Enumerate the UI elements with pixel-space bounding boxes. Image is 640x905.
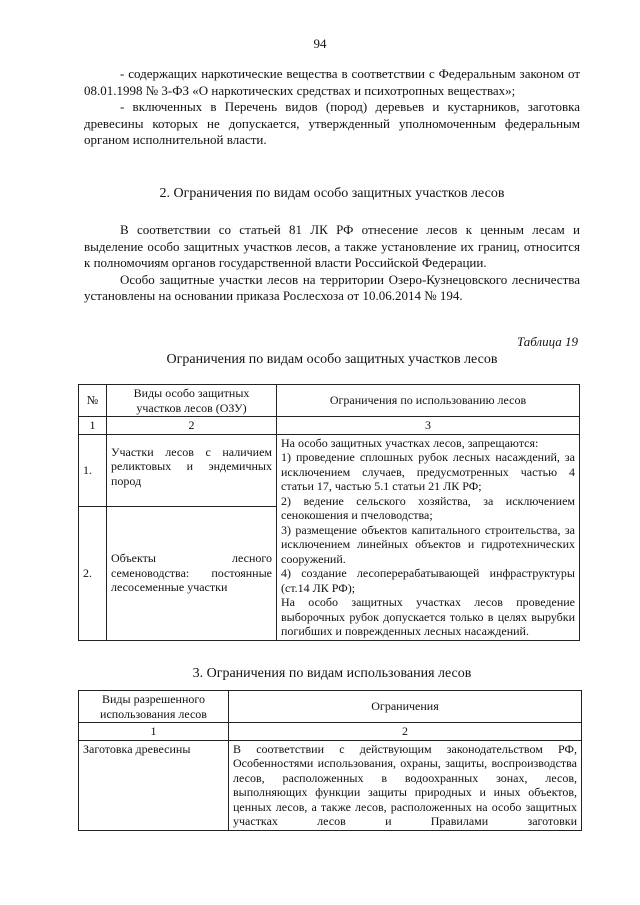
column-number-row bbox=[79, 723, 582, 741]
header-use-type: Виды разрешенного использования лесов bbox=[79, 691, 229, 723]
restriction-line: На особо защитных участках лесов проведение выборочных рубок допускается только в целях вырубки погибших и поврежденных лесных насаждений. bbox=[281, 595, 575, 638]
intro-item-1: - содержащих наркотические вещества в соответствии с Федеральным законом от 08.01.1998 № 3-ФЗ «О наркотических средствах и психотропных веществах»; bbox=[84, 66, 580, 98]
col-number: 2 bbox=[229, 723, 582, 741]
section-2-para-2: Особо защитные участки лесов на территории Озеро-Кузнецовского лесничества установлены на основании приказа Рослесхоза от 10.06.2014 № 194. bbox=[84, 271, 580, 303]
intro-item-2: - включенных в Перечень видов (пород) деревьев и кустарников, заготовка древесины которых не допускается, утвержденный уполномоченным федеральным органом исполнительной власти. bbox=[84, 99, 580, 147]
column-number-row bbox=[79, 417, 580, 435]
restriction-line: 3) размещение объектов капитального строительства, за исключением линейных объектов и гидротехнических сооружений. bbox=[281, 522, 575, 566]
row-number: 2. bbox=[79, 506, 107, 640]
section-2-body bbox=[84, 222, 580, 305]
table-header-row bbox=[79, 691, 582, 723]
table-19-title: Ограничения по видам особо защитных участков лесов bbox=[166, 352, 498, 367]
col-number: 2 bbox=[107, 417, 277, 435]
ozu-type: Объекты лесного семеноводства: постоянные лесосеменные участки bbox=[107, 506, 277, 640]
section-2-para-1: В соответствии со статьей 81 ЛК РФ отнесение лесов к ценным лесам и выделение особо защитных участков лесов, а также установление их границ, относится к полномочиям органов государственной власти Российской Федерации. bbox=[84, 222, 580, 270]
restriction-line: 4) создание лесоперерабатывающей инфраструктуры (ст.14 ЛК РФ); bbox=[281, 566, 575, 595]
ozu-restrictions-table bbox=[78, 384, 580, 641]
table-row bbox=[79, 740, 582, 830]
forest-use-restrictions-table bbox=[78, 690, 582, 831]
header-num: № bbox=[79, 385, 107, 417]
table-header-row bbox=[79, 385, 580, 417]
section-2-title: 2. Ограничения по видам особо защитных участков лесов bbox=[159, 186, 505, 201]
section-3-title: 3. Ограничения по видам использования лесов bbox=[192, 666, 472, 681]
restriction-line: 2) ведение сельского хозяйства, за исключением сенокошения и пчеловодства; bbox=[281, 493, 575, 522]
page-number: 94 bbox=[313, 36, 327, 51]
use-type: Заготовка древесины bbox=[79, 740, 229, 830]
col-number: 1 bbox=[79, 417, 107, 435]
intro-text bbox=[84, 66, 580, 149]
header-restrictions: Ограничения по использованию лесов bbox=[277, 385, 580, 417]
table-19-label: Таблица 19 bbox=[516, 334, 578, 349]
restriction-line: 1) проведение сплошных рубок лесных насаждений, за исключением случаев, предусмотренных частью 4 статьи 17, частью 5.1 статьи 21 ЛК РФ; bbox=[281, 450, 575, 493]
row-number: 1. bbox=[79, 434, 107, 506]
restrictions-cell bbox=[277, 434, 580, 640]
table-row bbox=[79, 434, 580, 506]
header-restrictions: Ограничения bbox=[229, 691, 582, 723]
col-number: 3 bbox=[277, 417, 580, 435]
ozu-type: Участки лесов с наличием реликтовых и эндемичных пород bbox=[107, 434, 277, 506]
col-number: 1 bbox=[79, 723, 229, 741]
restriction-line: На особо защитных участках лесов, запрещаются: bbox=[281, 435, 539, 450]
use-restriction: В соответствии с действующим законодательством РФ, Особенностями использования, охраны, защиты, воспроизводства лесов, расположенных в водоохранных зонах, лесов, выполняющих функции защиты природных и иных объектов, ценных лесов, а также лесов, расположенных на особо защитных участках лесов и Правилами заготовки bbox=[229, 740, 582, 830]
header-ozu-type: Виды особо защитных участков лесов (ОЗУ) bbox=[107, 385, 277, 417]
